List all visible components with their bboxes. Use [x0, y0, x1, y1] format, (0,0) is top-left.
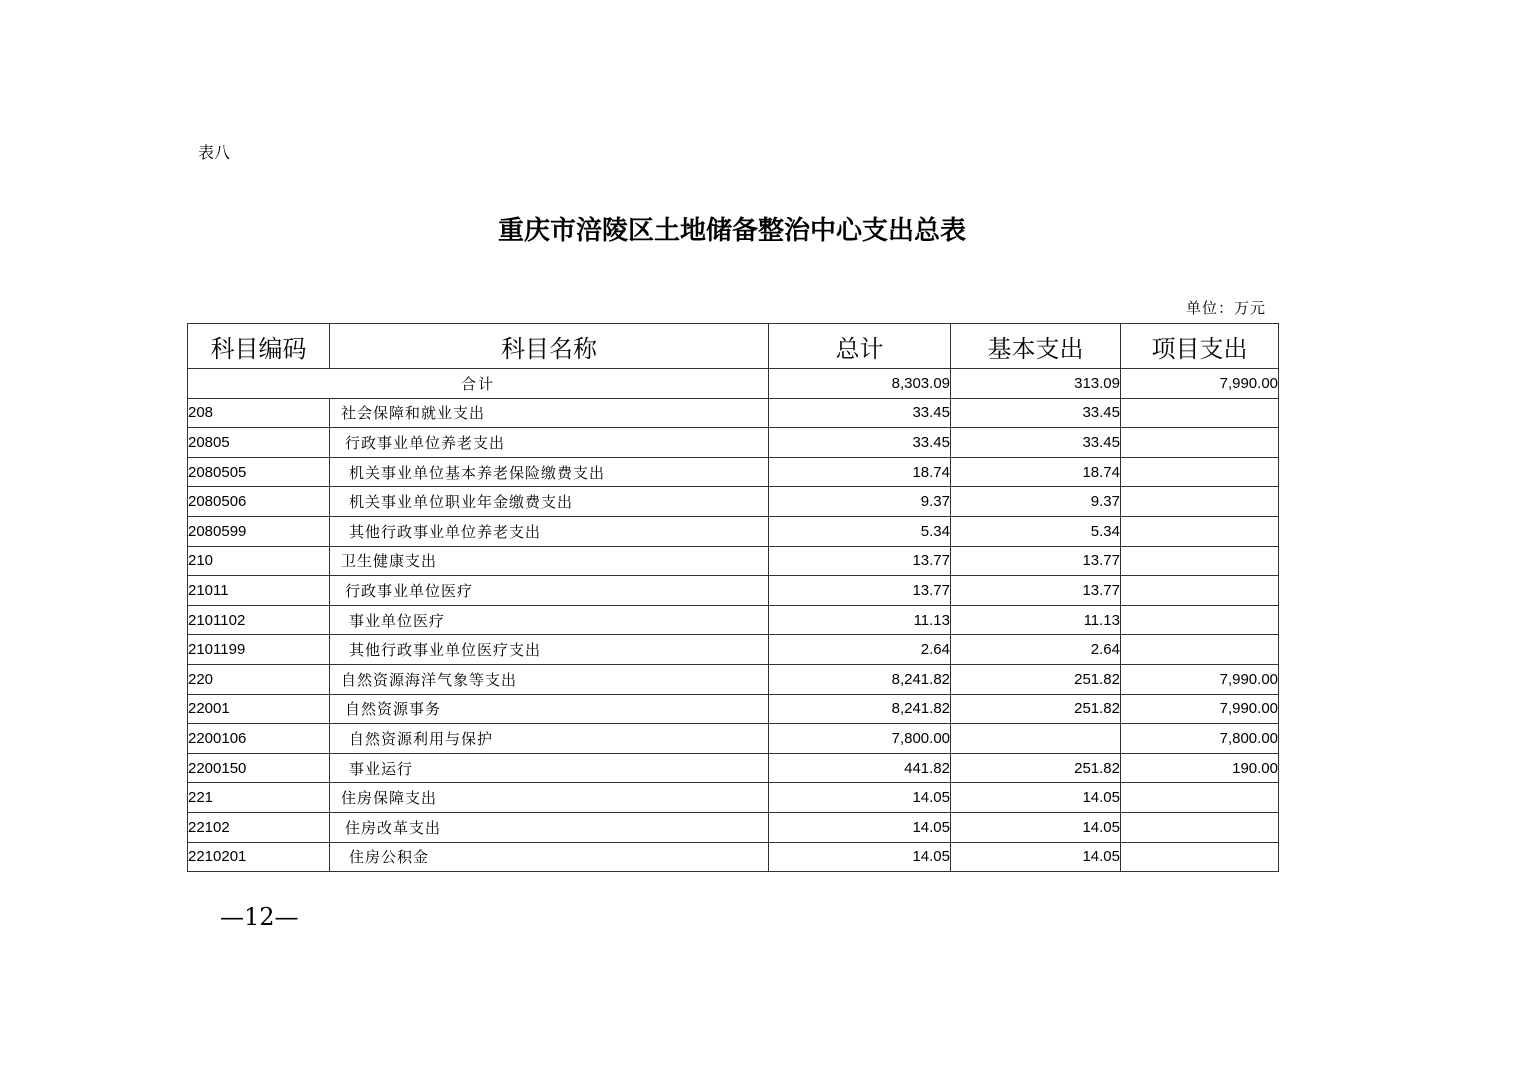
- column-header-total: 总计: [769, 324, 951, 369]
- cell-name: 卫生健康支出: [330, 546, 769, 576]
- table-row: [188, 576, 1279, 606]
- cell-code: 220: [188, 664, 330, 694]
- table-row: [188, 457, 1279, 487]
- total-cell-basic: 313.09: [951, 369, 1121, 399]
- cell-project: [1121, 783, 1279, 813]
- total-cell-project: 7,990.00: [1121, 369, 1279, 399]
- cell-basic: 14.05: [951, 842, 1121, 872]
- cell-name: 行政事业单位养老支出: [330, 428, 769, 458]
- cell-basic: 14.05: [951, 783, 1121, 813]
- cell-basic: 33.45: [951, 428, 1121, 458]
- cell-basic: 14.05: [951, 812, 1121, 842]
- table-row: [188, 487, 1279, 517]
- cell-project: [1121, 457, 1279, 487]
- cell-project: [1121, 635, 1279, 665]
- cell-code: 20805: [188, 428, 330, 458]
- unit-label: 单位：万元: [1185, 299, 1266, 317]
- cell-basic: 13.77: [951, 546, 1121, 576]
- table-row: [188, 694, 1279, 724]
- cell-name: 住房改革支出: [330, 812, 769, 842]
- cell-code: 208: [188, 398, 330, 428]
- cell-project: [1121, 812, 1279, 842]
- cell-total: 5.34: [769, 516, 951, 546]
- total-label: 合计: [188, 369, 769, 399]
- cell-code: 2210201: [188, 842, 330, 872]
- cell-total: 14.05: [769, 842, 951, 872]
- cell-basic: 5.34: [951, 516, 1121, 546]
- cell-code: 2200106: [188, 724, 330, 754]
- cell-total: 2.64: [769, 635, 951, 665]
- cell-basic: 2.64: [951, 635, 1121, 665]
- cell-basic: 33.45: [951, 398, 1121, 428]
- table-row: [188, 724, 1279, 754]
- cell-code: 22001: [188, 694, 330, 724]
- total-row: [188, 369, 1279, 399]
- table-row: [188, 842, 1279, 872]
- cell-total: 13.77: [769, 576, 951, 606]
- table-row: [188, 783, 1279, 813]
- cell-total: 33.45: [769, 428, 951, 458]
- table-body: [188, 369, 1279, 872]
- table-row: [188, 605, 1279, 635]
- cell-code: 2101199: [188, 635, 330, 665]
- cell-project: 7,800.00: [1121, 724, 1279, 754]
- cell-code: 2080505: [188, 457, 330, 487]
- column-header-name: 科目名称: [330, 324, 769, 369]
- cell-name: 行政事业单位医疗: [330, 576, 769, 606]
- page-title: 重庆市涪陵区土地储备整治中心支出总表: [497, 216, 966, 246]
- table-header-row: [188, 324, 1279, 369]
- cell-total: 7,800.00: [769, 724, 951, 754]
- cell-project: 190.00: [1121, 753, 1279, 783]
- cell-total: 14.05: [769, 812, 951, 842]
- cell-name: 机关事业单位基本养老保险缴费支出: [330, 457, 769, 487]
- expenditure-table: [187, 323, 1279, 872]
- table-label: 表八: [198, 143, 231, 162]
- cell-project: [1121, 546, 1279, 576]
- cell-code: 21011: [188, 576, 330, 606]
- cell-total: 8,241.82: [769, 694, 951, 724]
- cell-total: 13.77: [769, 546, 951, 576]
- table-row: [188, 546, 1279, 576]
- cell-project: [1121, 428, 1279, 458]
- cell-name: 社会保障和就业支出: [330, 398, 769, 428]
- cell-code: 2080506: [188, 487, 330, 517]
- cell-total: 441.82: [769, 753, 951, 783]
- column-header-code: 科目编码: [188, 324, 330, 369]
- cell-project: [1121, 576, 1279, 606]
- cell-basic: [951, 724, 1121, 754]
- cell-basic: 251.82: [951, 664, 1121, 694]
- cell-name: 住房保障支出: [330, 783, 769, 813]
- cell-code: 22102: [188, 812, 330, 842]
- cell-total: 18.74: [769, 457, 951, 487]
- cell-basic: 251.82: [951, 753, 1121, 783]
- total-cell-total: 8,303.09: [769, 369, 951, 399]
- cell-name: 事业单位医疗: [330, 605, 769, 635]
- cell-basic: 18.74: [951, 457, 1121, 487]
- cell-code: 2080599: [188, 516, 330, 546]
- cell-name: 事业运行: [330, 753, 769, 783]
- cell-name: 自然资源事务: [330, 694, 769, 724]
- cell-code: 221: [188, 783, 330, 813]
- cell-name: 自然资源利用与保护: [330, 724, 769, 754]
- cell-project: [1121, 605, 1279, 635]
- cell-project: [1121, 516, 1279, 546]
- cell-basic: 9.37: [951, 487, 1121, 517]
- table-row: [188, 516, 1279, 546]
- cell-project: 7,990.00: [1121, 694, 1279, 724]
- cell-total: 9.37: [769, 487, 951, 517]
- table-row: [188, 812, 1279, 842]
- table-row: [188, 635, 1279, 665]
- table-row: [188, 398, 1279, 428]
- table-row: [188, 428, 1279, 458]
- cell-total: 14.05: [769, 783, 951, 813]
- column-header-basic: 基本支出: [951, 324, 1121, 369]
- cell-basic: 11.13: [951, 605, 1121, 635]
- cell-name: 机关事业单位职业年金缴费支出: [330, 487, 769, 517]
- cell-total: 33.45: [769, 398, 951, 428]
- cell-project: 7,990.00: [1121, 664, 1279, 694]
- cell-name: 其他行政事业单位养老支出: [330, 516, 769, 546]
- table-row: [188, 753, 1279, 783]
- cell-code: 210: [188, 546, 330, 576]
- cell-project: [1121, 487, 1279, 517]
- cell-code: 2200150: [188, 753, 330, 783]
- cell-total: 11.13: [769, 605, 951, 635]
- page-number: —12—: [220, 903, 299, 931]
- cell-project: [1121, 842, 1279, 872]
- cell-total: 8,241.82: [769, 664, 951, 694]
- cell-basic: 13.77: [951, 576, 1121, 606]
- cell-name: 自然资源海洋气象等支出: [330, 664, 769, 694]
- cell-basic: 251.82: [951, 694, 1121, 724]
- table-row: [188, 664, 1279, 694]
- cell-code: 2101102: [188, 605, 330, 635]
- cell-name: 住房公积金: [330, 842, 769, 872]
- cell-name: 其他行政事业单位医疗支出: [330, 635, 769, 665]
- column-header-project: 项目支出: [1121, 324, 1279, 369]
- cell-project: [1121, 398, 1279, 428]
